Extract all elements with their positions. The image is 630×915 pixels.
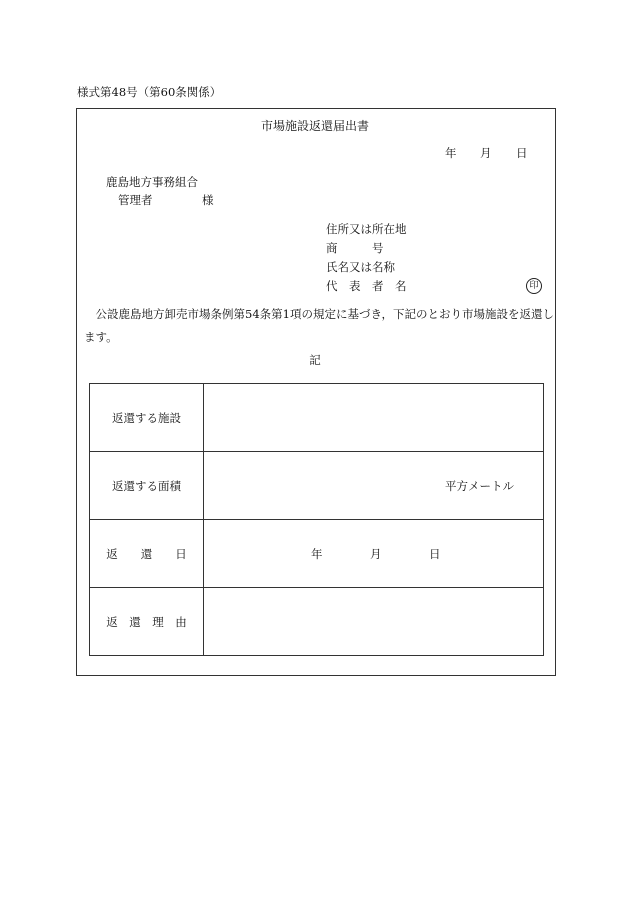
table-row [90,520,544,588]
area-value[interactable] [204,452,544,520]
document-title: 市場施設返還届出書 [260,119,369,133]
applicant-representative-label: 代 表 者 名 [326,279,407,293]
body-text: 公設鹿島地方卸売市場条例第54条第1項の規定に基づき，下記のとおり市場施設を返還します。 [84,307,554,344]
table-row [90,384,544,452]
facility-value[interactable] [204,384,544,452]
facility-label: 返還する施設 [90,384,204,452]
table-row [90,588,544,656]
header-year: 年 [445,146,457,160]
table-row [90,452,544,520]
reason-value[interactable] [204,588,544,656]
return-date-label: 返 還 日 [90,520,204,588]
ki-heading: 記 [309,353,321,367]
return-year: 年 [311,547,323,561]
detail-table [89,383,544,656]
return-date-value[interactable] [204,520,544,588]
reason-label: 返 還 理 由 [90,588,204,656]
area-unit: 平方メートル [445,479,514,493]
return-day: 日 [429,547,441,561]
return-month: 月 [370,547,382,561]
seal-mark: 印 [526,278,542,294]
applicant-name-label: 氏名又は名称 [326,260,395,274]
applicant-address-label: 住所又は所在地 [326,222,407,236]
addressee-honorific: 様 [202,193,214,207]
area-label: 返還する面積 [90,452,204,520]
header-month: 月 [480,146,492,160]
header-day: 日 [516,146,528,160]
addressee-org: 鹿島地方事務組合 [106,175,198,189]
addressee-person: 管理者 [118,193,153,207]
form-number: 様式第48号（第60条関係） [77,85,222,99]
applicant-trade-name-label: 商 号 [326,241,384,255]
